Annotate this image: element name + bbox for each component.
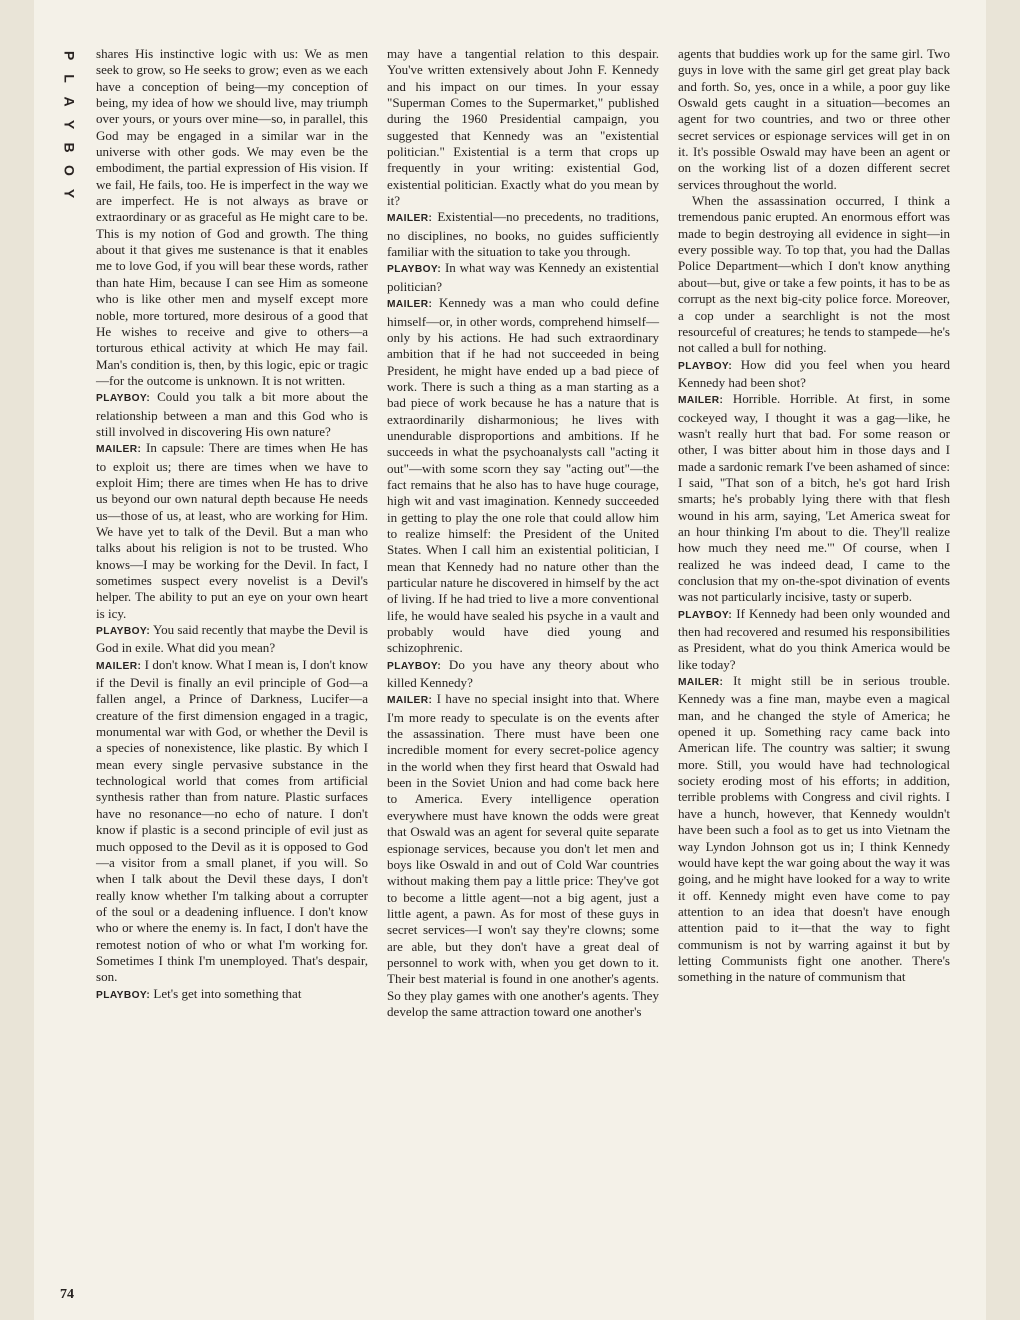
paragraph	[387, 209, 659, 260]
magazine-name-letter: A	[61, 96, 78, 107]
paragraph	[678, 673, 950, 986]
paragraph-text: I have no special insight into that. Where I'm more ready to speculate is on the events after the assassination. There must have been one incredible moment for every secret-police agency in the world when they first heard that Oswald had been in the Soviet Union and had come back here to America. Every intelligence operation everywhere must have known the odds were great that Oswald was an agent for several quite separate espionage services, because you don't let men and boys like Oswald in and out of Cold War countries without making them pay a little price: They've got to become a little agent—not a big agent, just a little agent, a pawn. As for most of these guys in secret services—I won't say they're clowns; some are able, but they don't have a great deal of personnel to work with, when you get down to it. Their best material is found in one another's agents. So they play games with one another's agents. They develop the same attraction toward one another's	[387, 691, 659, 1019]
paragraph	[96, 657, 368, 986]
speaker-label: PLAYBOY:	[678, 609, 733, 621]
speaker-label: PLAYBOY:	[678, 360, 733, 372]
paragraph-text: If Kennedy had been only wounded and then had recovered and resumed his responsibilities as President, what do you think America would be like today?	[678, 605, 951, 672]
paragraph-text: How did you feel when you heard Kennedy had been shot?	[678, 356, 950, 390]
speaker-label: PLAYBOY:	[387, 264, 442, 276]
paragraph	[96, 986, 368, 1004]
speaker-label: PLAYBOY:	[387, 660, 442, 672]
paragraph-text: Could you talk a bit more about the relationship between a man and this God who is still involved in discovering His own nature?	[96, 389, 368, 439]
paragraph-text: shares His instinctive logic with us: We as men seek to grow, so He seeks to grow; even as we each have a conception of being—my conception of being, my idea of how we should live, may triumph over yours, or yours over mine—so, in parallel, this God may be engaged in a similar war in the universe with other gods. We may even be the embodiment, the partial expression of His vision. If we fail, He fails, too. He is imperfect in the way we are imperfect. He is not always as brave or extraordinary or as graceful as He might care to be. This is my notion of God and growth. The thing about it that gives me sustenance is that it enables me to love God, if you will bear these words, rather than hate Him, because I can see Him as someone who is like other men and myself except more noble, more tortured, more desirous of a good that He wishes to receive and give to others—a torturous ethical activity at which He may fail. Man's condition is, then, by this logic, epic or tragic—for the outcome is unknown. It is not written.	[96, 46, 368, 388]
speaker-label: MAILER:	[387, 213, 433, 225]
paragraph-text: When the assassination occurred, I think a tremendous panic erupted. An enormous effort was made to begin destroying all evidence in sight—in every possible way. To top that, you had the Dallas Police Department—which I don't know anything about—but, give or take a few points, it has to be as corrupt as the next big-city police force. Moreover, a cop under a searchlight is not the most resourceful of creatures; he tends to stampede—he's not called a bull for nothing.	[678, 193, 950, 356]
text-column-1	[96, 46, 368, 1004]
paragraph-text: Do you have any theory about who killed Kennedy?	[387, 656, 660, 691]
speaker-label: MAILER:	[387, 299, 433, 311]
paragraph	[387, 657, 659, 692]
magazine-name-letter: Y	[61, 119, 78, 130]
paragraph-text: Kennedy was a man who could define himself—or, in other words, comprehend himself—only by his actions. He had such extraordinary ambition that if he had not succeeded in being President, he might have ended up a bad piece of work. There is such a thing as a man starting as a bad piece of work because he has a nature that is extraordinarily disharmonious; he lives with unendurable disproportions and ambitions. If he succeeds in what the psychoanalysts call "acting it out"—with some scorn they say "acting out"—the fact remains that he also has to have huge courage, high wit and vast imagination. Kennedy succeeded in getting to play the one role that could allow him to realize himself: the President of the United States. When I call him an existential politician, I mean that Kennedy had no nature other than the particular nature he discovered in himself by the act of living. If he had tried to live a more conventional life, he would have sealed his psyche in a vault and probably would have died young and schizophrenic.	[387, 295, 660, 656]
paragraph	[96, 46, 368, 389]
text-column-2	[387, 46, 659, 1020]
speaker-label: MAILER:	[96, 444, 142, 456]
paragraph	[678, 46, 950, 193]
speaker-label: MAILER:	[678, 677, 724, 689]
magazine-name-vertical	[62, 44, 76, 205]
paragraph	[387, 260, 659, 295]
speaker-label: MAILER:	[387, 695, 433, 707]
paragraph-text: It might still be in serious trouble. Kennedy was a fine man, maybe even a magical man, and he changed the style of America; he opened it up. Something racy came back into American life. The country was saltier; it swung more. Still, you would have had technological society eroding most of his efforts; in addition, terrible problems with Congress and civil rights. I have a hunch, however, that Kennedy wouldn't have been such a fool as to get us into Vietnam the way Lyndon Johnson got us in; I think Kennedy would have kept the war going about the way it was going, and he might have looked for a way to write it off. Kennedy might even have come to pay attention to an idea that doesn't have enough attention paid to it—that the way to fight communism is not by warring against it but by letting Communists fight one another. There's something in the nature of communism that	[678, 673, 950, 985]
paragraph-text: Horrible. Horrible. At first, in some cockeyed way, I thought it was a gag—like, he wasn't really hurt that bad. For some reason or other, I was bitter about him in those days and I made a sardonic remark I've been ashamed of since: I said, "That son of a bitch, he's got hard Irish smarts; he's probably lying there with that flesh wound in his arm, saying, 'Let America sweat for an hour thinking I'm about to die. They'll realize how much they need me.'" Of course, when I realized he was indeed dead, I came to the conclusion that my on-the-spot divination of events was not particularly incisive, tasty or superb.	[678, 391, 950, 605]
speaker-label: PLAYBOY:	[96, 989, 151, 1001]
speaker-label: MAILER:	[96, 660, 142, 672]
magazine-name-letter: L	[61, 74, 78, 83]
paragraph-text: agents that buddies work up for the same girl. Two guys in love with the same girl get great play back and forth. So, yes, once in a while, a poor guy like Oswald gets caught in a situation—becomes an agent for two countries, and two or three other secret services or espionage services will get in on it. It's possible Oswald may have been an agent or on the working list of a dozen different secret services throughout the world.	[678, 46, 950, 192]
speaker-label: PLAYBOY:	[96, 626, 151, 638]
paragraph	[678, 357, 950, 392]
paragraph	[678, 606, 950, 673]
paragraph	[96, 389, 368, 440]
paragraph	[387, 46, 659, 209]
paragraph-text: Let's get into something that	[153, 985, 302, 1001]
speaker-label: PLAYBOY:	[96, 393, 151, 405]
paragraph	[387, 691, 659, 1020]
paragraph-text: I don't know. What I mean is, I don't know if the Devil is finally an evil principle of God—a fallen angel, a Prince of Darkness, Lucifer—a creature of the first dimension engaged in a tragic, monumental war with God, or whether the Devil is a species of nonexistence, like plastic. By which I mean every single pervasive substance in the technological world that comes from artificial synthesis rather than from nature. Plastic surfaces have no resonance—no echo of nature. I don't know if plastic is a second principle of evil just as much opposed to the Devil as it is opposed to God—a visitor from a small planet, if you will. So when I talk about the Devil these days, I don't really know whether I'm talking about a corrupter of the soul or a deadening influence. I don't know who or where the enemy is. In fact, I don't have the remotest notion of who or what I'm working for. Sometimes I think I'm unemployed. That's despair, son.	[96, 656, 368, 985]
paragraph-text: In capsule: There are times when He has to exploit us; there are times when we have to exploit Him; there are times when He has to drive us beyond our own natural depth because He needs us—those of us, at least, who are working for Him. We have yet to talk of the Devil. But a man who talks about his religion is not to be trusted. Who knows—I may be working for the Devil. In fact, I sometimes suspect every novelist is a Devil's helper. The ability to put an eye on your own heart is icy.	[96, 440, 369, 621]
paragraph	[678, 391, 950, 605]
paragraph-text: Existential—no precedents, no traditions, no disciplines, no books, no guides sufficiently familiar with the situation to take you through.	[387, 209, 660, 260]
paragraph	[387, 295, 659, 657]
page-number: 74	[60, 1287, 74, 1302]
magazine-name-letter: O	[61, 165, 78, 176]
magazine-name-letter: Y	[61, 188, 78, 199]
paragraph-text: You said recently that maybe the Devil is God in exile. What did you mean?	[96, 622, 369, 656]
paragraph	[96, 440, 368, 622]
magazine-name-letter: B	[61, 142, 78, 153]
paragraph	[678, 193, 950, 356]
paragraph-text: may have a tangential relation to this despair. You've written extensively about John F. Kennedy and his impact on our times. In your essay "Superman Comes to the Supermarket," published during the 1960 Presidential campaign, you suggested that Kennedy was an "existential politician." Existential is a term that crops up frequently in your writing: existential God, existential politician. Exactly what do you mean by it?	[387, 46, 659, 209]
text-column-3	[678, 46, 950, 986]
paragraph-text: In what way was Kennedy an existential politician?	[387, 260, 659, 294]
magazine-name-letter: P	[61, 50, 78, 61]
speaker-label: MAILER:	[678, 395, 724, 407]
paragraph	[96, 622, 368, 657]
